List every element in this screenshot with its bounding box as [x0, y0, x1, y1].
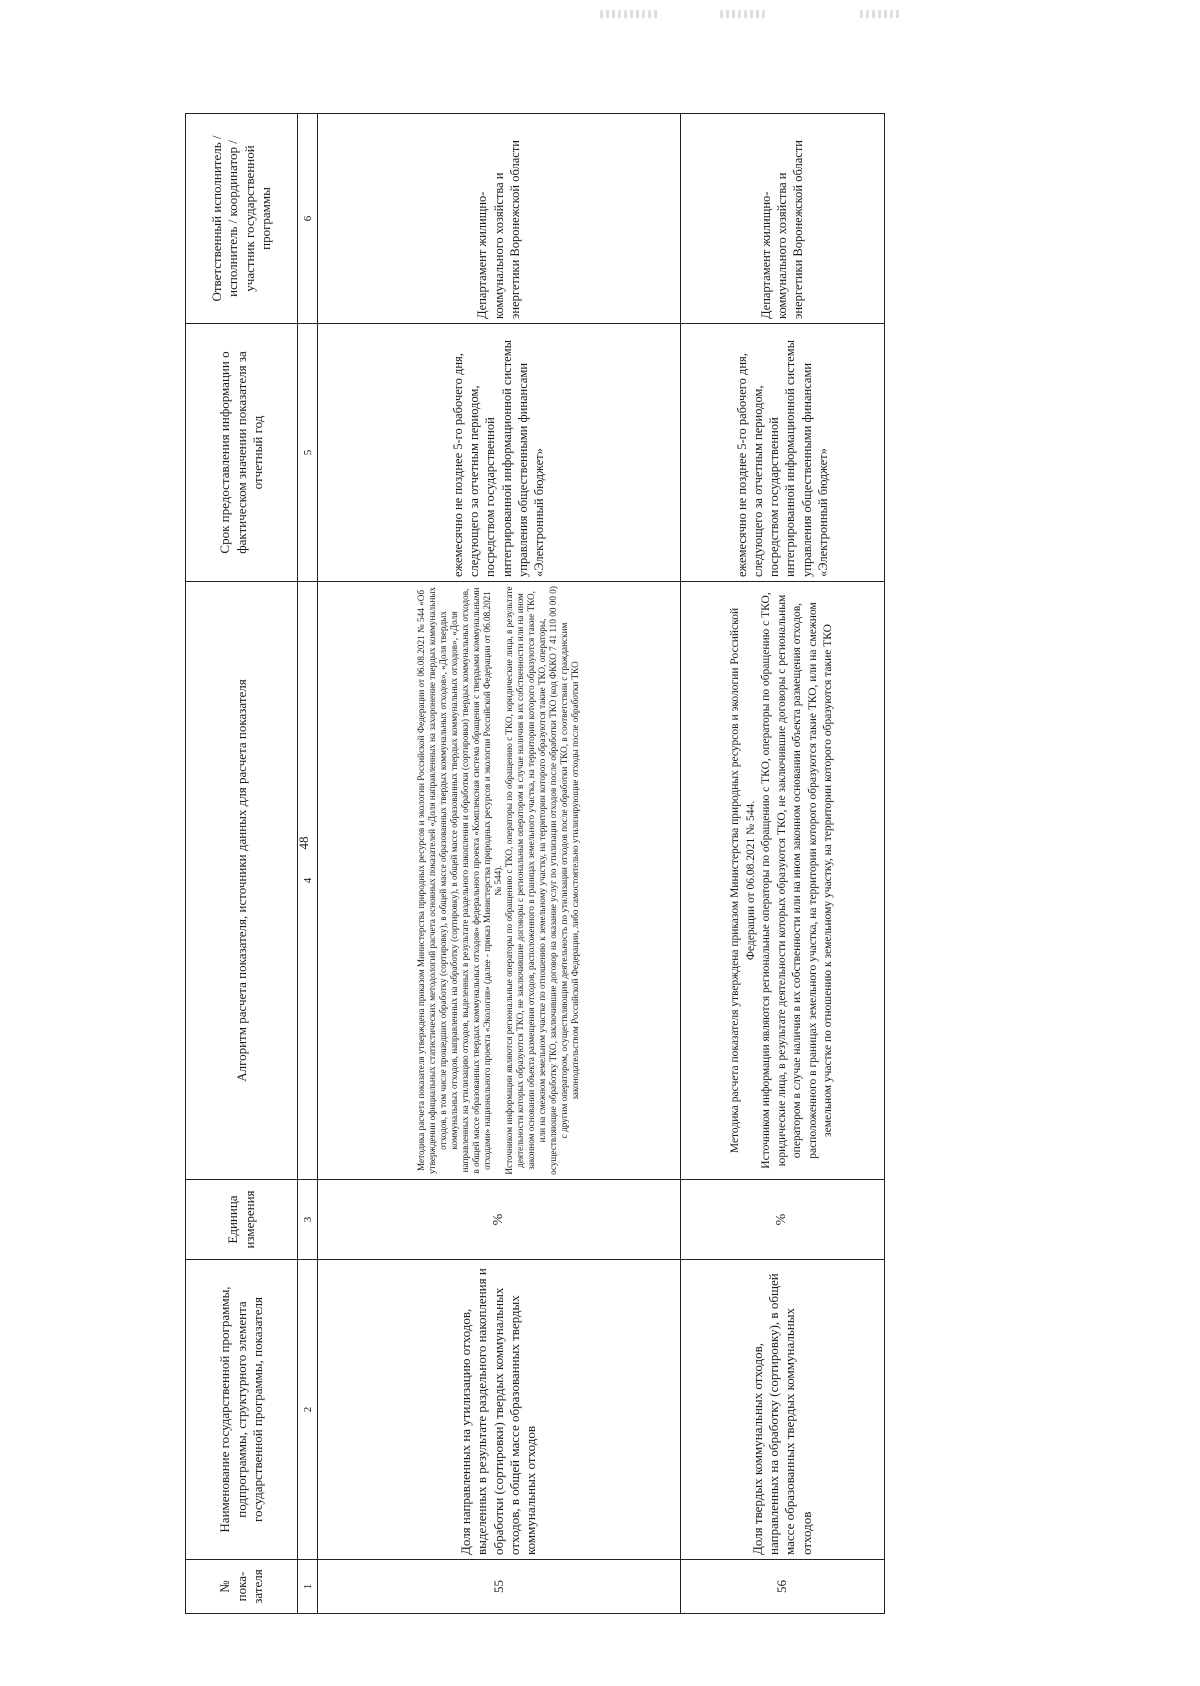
indicator-algorithm: [680, 582, 884, 1180]
indicator-responsible: Департамент жилищно-коммунального хозяйства и энергетики Воронежской области: [317, 114, 680, 324]
scan-artifact: [600, 10, 660, 18]
header-cell-responsible: Ответственный исполнитель / исполнитель / координатор / участник государственной программы: [186, 114, 298, 324]
indicator-number: 55: [317, 1560, 680, 1614]
algorithm-paragraph: Источником информации являются региональные операторы по обращению с ТКО, операторы по обращению с ТКО, юридические лица, в результате деятельности которых образуются ТКО, не заключившие договоры с региональным оператором в случае наличия в их собственности или на ином законном основании объекта размещения отходов, расположенного в границах земельного участка, на территории которого образуются такие ТКО, или на смежном земельном участке по отношению к земельному участку, на территории которого образуются такие ТКО: [760, 592, 835, 1169]
indicator-number: 56: [680, 1560, 884, 1614]
indicators-table: [185, 113, 885, 1614]
table-row: [680, 114, 884, 1614]
scan-artifact: [860, 10, 902, 18]
column-number: 1: [298, 1560, 317, 1614]
indicator-deadline: ежемесячно не позднее 5-го рабочего дня, следующего за отчетным периодом, посредством государственной интегрированной информационной системы управления общественными финансами «Электронный бюджет»: [680, 324, 884, 582]
algorithm-paragraph: Источником информации являются региональные операторы по обращению с ТКО, операторы по обращению с ТКО, юридические лица, в результате деятельности которых образуются ТКО, не заключившие договоры с региональным оператором в случае наличия в их собственности или на ином законном основании объекта размещения отходов, расположенного в границах земельного участка, на территории которого образуются такие ТКО, или на смежном земельном участке по отношению к земельному участку, на территории которого образуются такие ТКО, операторы, осуществляющие обработку ТКО, заключившие договор на оказание услуг по утилизации отходов после обработки ТКО (код ФККО 7 41 110 00 00 0) с другим оператором, осуществляющим деятельность по утилизации отходов после обработки ТКО, в соответствии с гражданским законодательством Российской Федерации, либо самостоятельно утилизирующие отходы после обработки ТКО: [504, 586, 581, 1175]
indicator-name: Доля направленных на утилизацию отходов, выделенных в результате раздельного накопления и обработки (сортировки) твердых коммунальных отходов, в общей массе образованных твердых коммунальных отходов: [317, 1260, 680, 1560]
header-cell-name: Наименование государственной программы, подпрограммы, структурного элемента государственной программы, показателя: [186, 1260, 298, 1560]
column-number: 5: [298, 324, 317, 582]
indicator-algorithm: [317, 582, 680, 1180]
algorithm-paragraph: Методика расчета показателя утверждена приказом Министерства природных ресурсов и экологии Российской Федерации от 06.08.2021 № 544.: [728, 607, 757, 1154]
table-row: [317, 114, 680, 1614]
header-cell-deadline: Срок предоставления информации о фактическом значении показателя за отчетный год: [186, 324, 298, 582]
scan-artifact: [720, 10, 768, 18]
column-number: 6: [298, 114, 317, 324]
table-header-row: [186, 114, 298, 1614]
indicators-table-rotated: [185, 114, 885, 1614]
column-number: 4: [298, 582, 317, 1180]
header-cell-unit: Единица измерения: [186, 1180, 298, 1260]
column-number: 3: [298, 1180, 317, 1260]
indicator-deadline: ежемесячно не позднее 5-го рабочего дня, следующего за отчетным периодом, посредством государственной интегрированной информационной системы управления общественными финансами «Электронный бюджет»: [317, 324, 680, 582]
indicator-responsible: Департамент жилищно-коммунального хозяйства и энергетики Воронежской области: [680, 114, 884, 324]
indicator-unit: %: [317, 1180, 680, 1260]
column-number: 2: [298, 1260, 317, 1560]
header-cell-algorithm: Алгоритм расчета показателя, источники данных для расчета показателя: [186, 582, 298, 1180]
indicator-unit: %: [680, 1180, 884, 1260]
column-number-row: [298, 114, 317, 1614]
algorithm-paragraph: Методика расчета показателя утверждена приказом Министерства природных ресурсов и экологии Российской Федерации от 06.08.2021 № 544 «Об утверждении официальных статистических методологий расчета основных показателей «Доля направленных на захоронение твердых коммунальных отходов, в том числе прошедших обработку (сортировку), в общей массе образованных твердых коммунальных отходов», «Доля твердых коммунальных отходов, направленных на обработку (сортировку), в общей массе образованных твердых коммунальных отходов», «Доля направленных на утилизацию отходов, выделенных в результате раздельного накопления и обработки (сортировки) твердых коммунальных отходов, в общей массе образованных твердых коммунальных отходов» федерального проекта «Комплексная система обращения с твердыми коммунальными отходами» национального проекта «Экология» (далее - приказ Министерства природных ресурсов и экологии Российской Федерации от 06.08.2021 № 544).: [415, 586, 504, 1175]
indicator-name: Доля твердых коммунальных отходов, направленных на обработку (сортировку), в общей массе образованных твердых коммунальных отходов: [680, 1260, 884, 1560]
header-cell-number: № пока-зателя: [186, 1560, 298, 1614]
page-number: 48: [296, 836, 311, 850]
